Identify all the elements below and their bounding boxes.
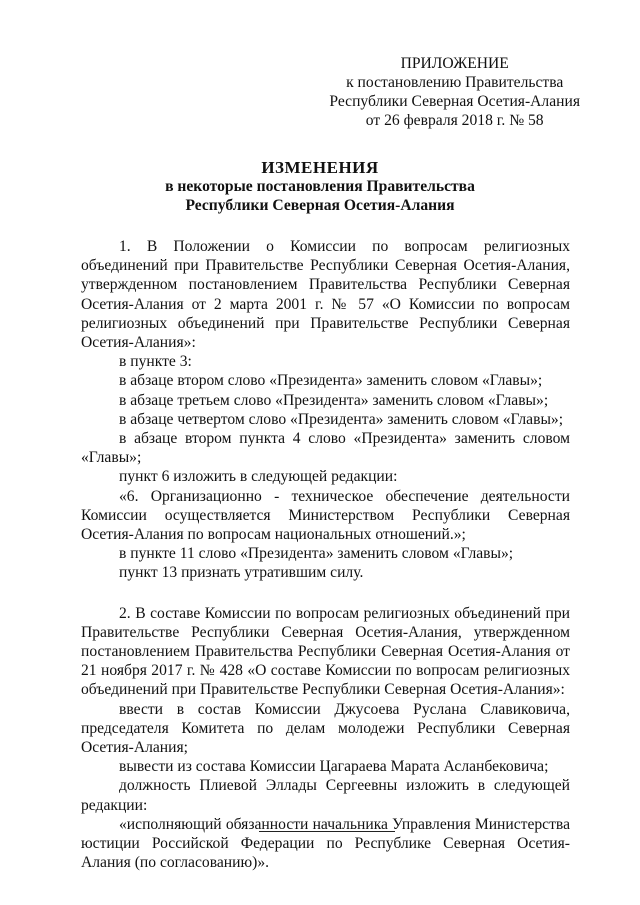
paragraph: «6. Организационно - техническое обеспечение деятельности Комиссии осуществляется Министерством Республики Северная Осетия-Алания по вопросам национальных отношений.»; bbox=[81, 487, 570, 544]
paragraph: ввести в состав Комиссии Джусоева Руслана Славиковича, председателя Комитета по делам молодежи Республики Северная Осетия-Алания; bbox=[81, 700, 570, 757]
section-2-intro: 2. В составе Комиссии по вопросам религиозных объединений при Правительстве Республики Северная Осетия-Алания, утвержденном постановлением Правительства Республики Северная Осетия-Алания от 21 ноября 2017 г. № 428 «О составе Комиссии по вопросам религиозных объединений при Правительстве Республики Северная Осетия-Алания»: bbox=[81, 604, 570, 699]
appendix-header bbox=[329, 54, 580, 130]
paragraph: в пункте 11 слово «Президента» заменить словом «Главы»; bbox=[119, 545, 514, 563]
paragraph: в абзаце втором слово «Президента» заменить словом «Главы»; bbox=[119, 372, 543, 390]
closing-divider bbox=[259, 831, 395, 832]
appendix-line: Республики Северная Осетия-Алания bbox=[329, 93, 580, 110]
document-title bbox=[0, 158, 640, 215]
section-1-intro: 1. В Положении о Комиссии по вопросам религиозных объединений при Правительстве Республики Северная Осетия-Алания, утвержденном постановлением Правительства Республики Северная Осетия-Алания от 2 марта 2001 г. № 57 «О Комиссии по вопросам религиозных объединений при Правительстве Республики Северная Осетия-Алания»: bbox=[81, 238, 570, 352]
appendix-title: ПРИЛОЖЕНИЕ bbox=[400, 55, 509, 72]
paragraph: в абзаце втором пункта 4 слово «Президента» заменить словом «Главы»; bbox=[81, 430, 570, 467]
paragraph: должность Плиевой Эллады Сергеевны изложить в следующей редакции: bbox=[81, 777, 570, 814]
paragraph: вывести из состава Комиссии Цагараева Марата Асланбековича; bbox=[119, 758, 549, 776]
paragraph: «исполняющий обязанности начальника Управления Министерства юстиции Российской Федерации по Республике Северная Осетия-Алания (по согласованию)». bbox=[81, 815, 570, 872]
document-body bbox=[81, 237, 570, 873]
title-main: ИЗМЕНЕНИЯ bbox=[261, 158, 379, 177]
title-subtitle: Республики Северная Осетия-Алания bbox=[185, 197, 455, 214]
paragraph: пункт 6 изложить в следующей редакции: bbox=[119, 468, 398, 486]
paragraph: в пункте 3: bbox=[119, 353, 192, 371]
paragraph: в абзаце четвертом слово «Президента» заменить словом «Главы»; bbox=[119, 410, 564, 428]
paragraph: пункт 13 признать утратившим силу. bbox=[119, 564, 364, 582]
appendix-line: к постановлению Правительства bbox=[346, 74, 564, 91]
appendix-date-number: от 26 февраля 2018 г. № 58 bbox=[365, 112, 544, 129]
paragraph: в абзаце третьем слово «Президента» заменить словом «Главы»; bbox=[119, 391, 549, 409]
title-subtitle: в некоторые постановления Правительства bbox=[165, 178, 475, 195]
